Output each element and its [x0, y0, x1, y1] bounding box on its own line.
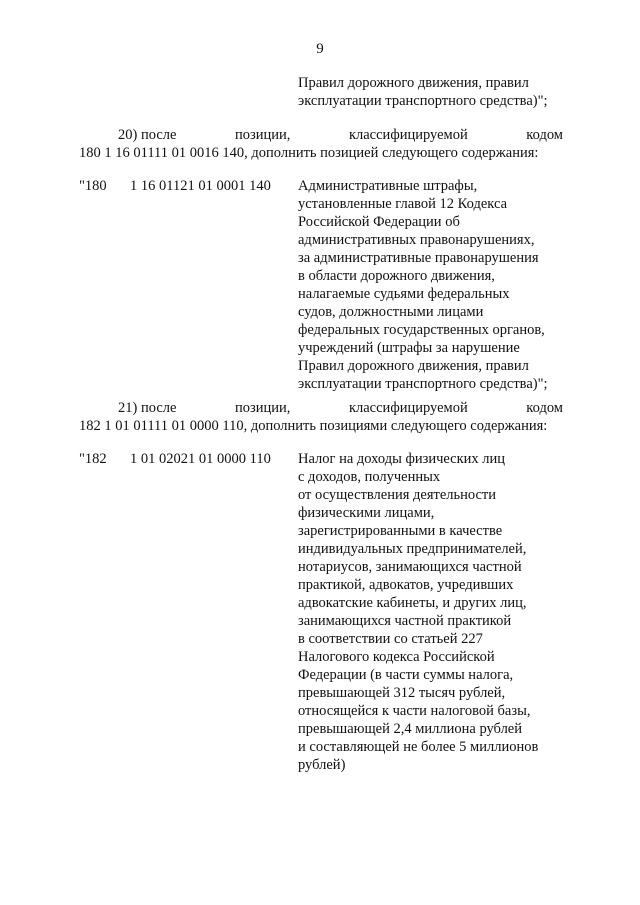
entry-180-desc-line: налагаемые судьями федеральных: [298, 286, 510, 302]
entry-180-desc-line: установленные главой 12 Кодекса: [298, 196, 508, 212]
item-20-line-1: [118, 127, 563, 144]
item-21-word: классифицируемой: [348, 400, 468, 416]
entry-180-desc-line: судов, должностными лицами: [298, 304, 484, 320]
page-number: 9: [316, 41, 324, 57]
entry-180-desc-line: в области дорожного движения,: [298, 268, 495, 284]
continuation-line: Правил дорожного движения, правил: [298, 75, 529, 91]
entry-180-desc-line: эксплуатации транспортного средства)";: [298, 376, 548, 392]
entry-180-desc-line: учреждений (штрафы за нарушение: [298, 340, 520, 356]
entry-182-kbk-code: 1 01 02021 01 0000 110: [130, 451, 271, 467]
continuation-line: эксплуатации транспортного средства)";: [298, 93, 548, 109]
entry-180-desc-line: Административные штрафы,: [298, 178, 478, 194]
entry-182-admin-code: "182: [79, 451, 107, 467]
item-21-word: позиции,: [235, 400, 291, 416]
item-20-word: классифицируемой: [348, 127, 468, 143]
item-21-line-1: [118, 400, 563, 417]
entry-182-desc-line: и составляющей не более 5 миллионов: [298, 739, 539, 755]
item-20-word: позиции,: [235, 127, 291, 143]
entry-182-desc-line: Налогового кодекса Российской: [298, 649, 495, 665]
entry-182-desc-line: Федерации (в части суммы налога,: [298, 667, 514, 683]
entry-182-desc-line: практикой, адвокатов, учредивших: [298, 577, 514, 593]
entry-182-desc-line: физическими лицами,: [298, 505, 435, 521]
entry-180-desc-line: за административные правонарушения: [298, 250, 539, 266]
entry-180-desc-line: административных правонарушениях,: [298, 232, 535, 248]
entry-180-desc-line: Российской Федерации об: [298, 214, 460, 230]
entry-182-desc-line: превышающей 2,4 миллиона рублей: [298, 721, 523, 737]
item-21-word: кодом: [526, 400, 563, 416]
entry-182-desc-line: от осуществления деятельности: [298, 487, 497, 503]
entry-182-desc-line: рублей): [298, 757, 346, 773]
entry-182-desc-line: индивидуальных предпринимателей,: [298, 541, 527, 557]
entry-182-desc-line: занимающихся частной практикой: [298, 613, 512, 629]
entry-182-desc-line: зарегистрированными в качестве: [298, 523, 503, 539]
item-21-line-2: 182 1 01 01111 01 0000 110, дополнить позициями следующего содержания:: [79, 418, 548, 434]
entry-182-desc-line: в соответствии со статьей 227: [298, 631, 483, 647]
entry-180-desc-line: федеральных государственных органов,: [298, 322, 545, 338]
item-20-line-2: 180 1 16 01111 01 0016 140, дополнить позицией следующего содержания:: [79, 145, 539, 161]
entry-182-desc-line: адвокатские кабинеты, и других лиц,: [298, 595, 527, 611]
entry-182-desc-line: с доходов, полученных: [298, 469, 441, 485]
entry-182-desc-line: нотариусов, занимающихся частной: [298, 559, 522, 575]
entry-182-desc-line: Налог на доходы физических лиц: [298, 451, 506, 467]
item-21-word: 21) после: [118, 400, 177, 416]
item-20-word: 20) после: [118, 127, 177, 143]
item-20-word: кодом: [526, 127, 563, 143]
entry-182-desc-line: превышающей 312 тысяч рублей,: [298, 685, 506, 701]
entry-180-admin-code: "180: [79, 178, 107, 194]
entry-182-desc-line: относящейся к части налоговой базы,: [298, 703, 531, 719]
entry-180-desc-line: Правил дорожного движения, правил: [298, 358, 529, 374]
entry-180-kbk-code: 1 16 01121 01 0001 140: [130, 178, 271, 194]
